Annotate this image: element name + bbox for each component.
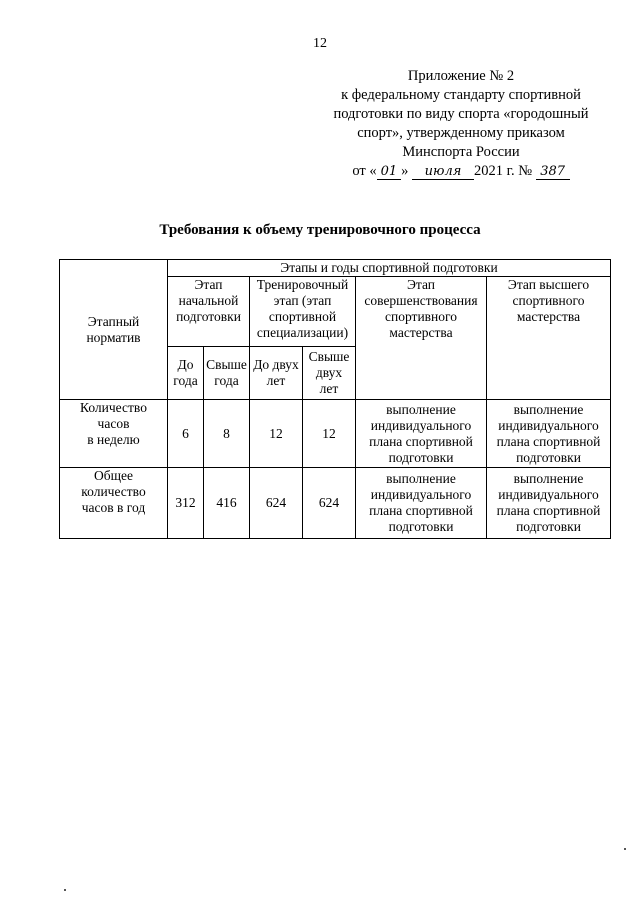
table-cell: выполнение индивидуального плана спортивной подготовки <box>487 468 611 539</box>
page-number: 12 <box>313 36 327 51</box>
header-stage-higher: Этап высшего спортивного мастерства <box>487 277 611 400</box>
table-cell: выполнение индивидуального плана спортивной подготовки <box>356 400 487 468</box>
handwritten-order-number: 387 <box>536 165 570 180</box>
order-date-line <box>320 162 602 181</box>
header-sub-training-1: До двух лет <box>250 347 303 400</box>
header-stage-improvement: Этап совершенствования спортивного мастерства <box>356 277 487 400</box>
appendix-block <box>320 67 602 181</box>
header-sub-training-2: Свыше двух лет <box>303 347 356 400</box>
appendix-title: Приложение № 2 <box>407 68 515 84</box>
appendix-line: Минспорта России <box>402 144 520 160</box>
row-label-hours-week: Количество часов в неделю <box>60 400 168 468</box>
table-cell: 8 <box>204 400 250 468</box>
scan-speck <box>624 848 626 850</box>
date-year-suffix: 2021 г. № <box>474 163 533 179</box>
table-cell: 12 <box>303 400 356 468</box>
handwritten-month: июля <box>412 165 474 180</box>
requirements-table <box>59 259 611 539</box>
table-cell: выполнение индивидуального плана спортивной подготовки <box>487 400 611 468</box>
date-prefix: от « <box>352 163 377 179</box>
appendix-line: подготовки по виду спорта «городошный <box>333 106 589 122</box>
scan-speck <box>64 889 66 891</box>
handwritten-day: 01 <box>377 165 402 180</box>
table-cell: 416 <box>204 468 250 539</box>
appendix-line: спорт», утвержденному приказом <box>357 125 565 141</box>
table-cell: 312 <box>168 468 204 539</box>
document-title: Требования к объему тренировочного процесса <box>159 222 481 238</box>
table-cell: 6 <box>168 400 204 468</box>
header-norm-label: Этапный норматив <box>60 260 168 400</box>
header-stages: Этапы и годы спортивной подготовки <box>168 260 611 277</box>
date-mid: » <box>401 163 409 179</box>
header-stage-initial: Этап начальной подготовки <box>168 277 250 347</box>
table-cell: 624 <box>250 468 303 539</box>
table-cell: 12 <box>250 400 303 468</box>
table-cell: 624 <box>303 468 356 539</box>
appendix-line: к федеральному стандарту спортивной <box>341 87 581 103</box>
header-sub-initial-2: Свыше года <box>204 347 250 400</box>
table-cell: выполнение индивидуального плана спортивной подготовки <box>356 468 487 539</box>
header-stage-training: Тренировочный этап (этап спортивной специализации) <box>250 277 356 347</box>
header-sub-initial-1: До года <box>168 347 204 400</box>
row-label-hours-year: Общее количество часов в год <box>60 468 168 539</box>
